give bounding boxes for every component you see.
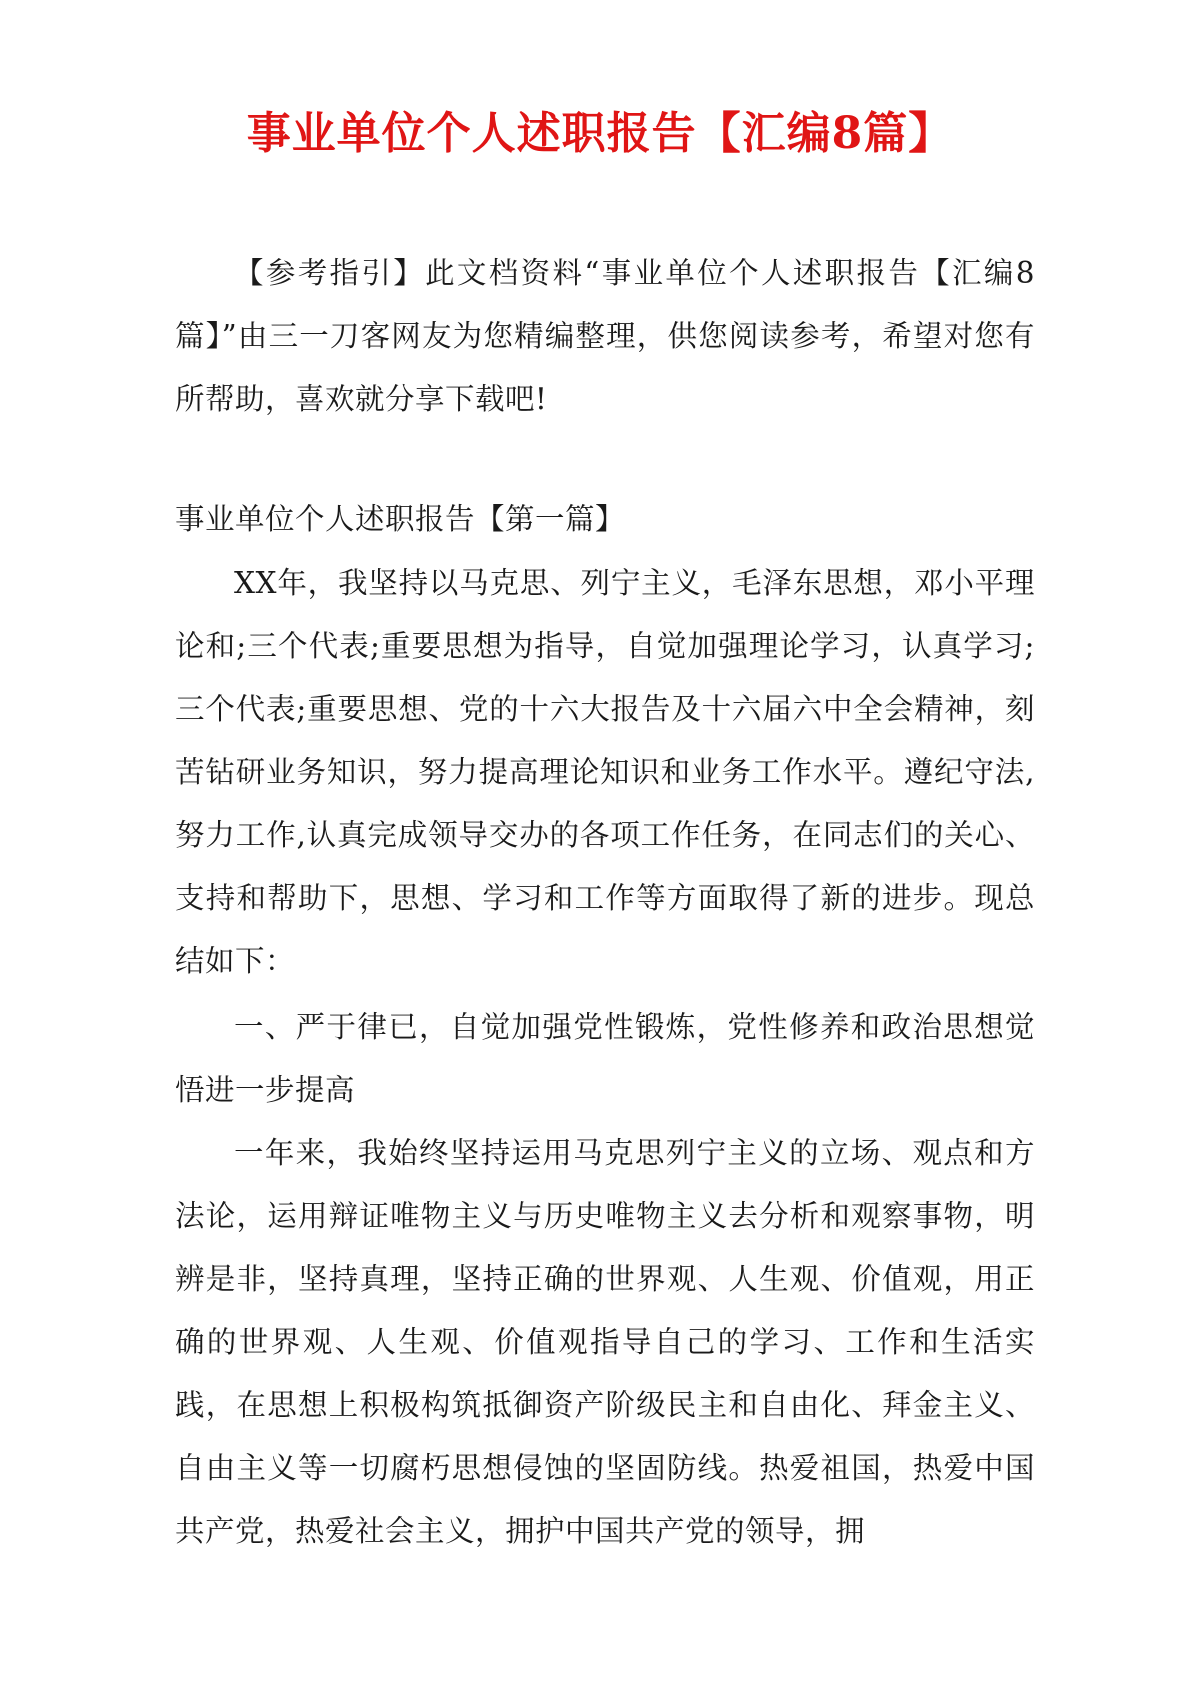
body-paragraph-1: XX年，我坚持以马克思、列宁主义，毛泽东思想，邓小平理论和;三个代表;重要思想为指导，自觉加强理论学习，认真学习;三个代表;重要思想、党的十六大报告及十六届六中全会精神，刻苦钻研业务知识，努力提高理论知识和业务工作水平。遵纪守法,努力工作,认真完成领导交办的各项工作任务，在同志们的关心、支持和帮助下，思想、学习和工作等方面取得了新的进步。现总结如下：	[175, 566, 1035, 978]
document-title: 事业单位个人述职报告【汇编8篇】	[246, 108, 954, 159]
section-title: 事业单位个人述职报告【第一篇】	[175, 502, 626, 536]
body-paragraph-3: 一年来，我始终坚持运用马克思列宁主义的立场、观点和方法论，运用辩证唯物主义与历史唯物主义去分析和观察事物，明辨是非，坚持真理，坚持正确的世界观、人生观、价值观，用正确的世界观、人生观、价值观指导自己的学习、工作和生活实践，在思想上积极构筑抵御资产阶级民主和自由化、拜金主义、自由主义等一切腐朽思想侵蚀的坚固防线。热爱祖国，热爱中国共产党，热爱社会主义，拥护中国共产党的领导，拥	[175, 1136, 1035, 1548]
body-paragraph-2: 一、严于律已，自觉加强党性锻炼，党性修养和政治思想觉悟进一步提高	[175, 1010, 1035, 1107]
intro-paragraph: 【参考指引】此文档资料“事业单位个人述职报告【汇编8篇】”由三一刀客网友为您精编整理，供您阅读参考，希望对您有所帮助，喜欢就分享下载吧!	[175, 256, 1035, 416]
